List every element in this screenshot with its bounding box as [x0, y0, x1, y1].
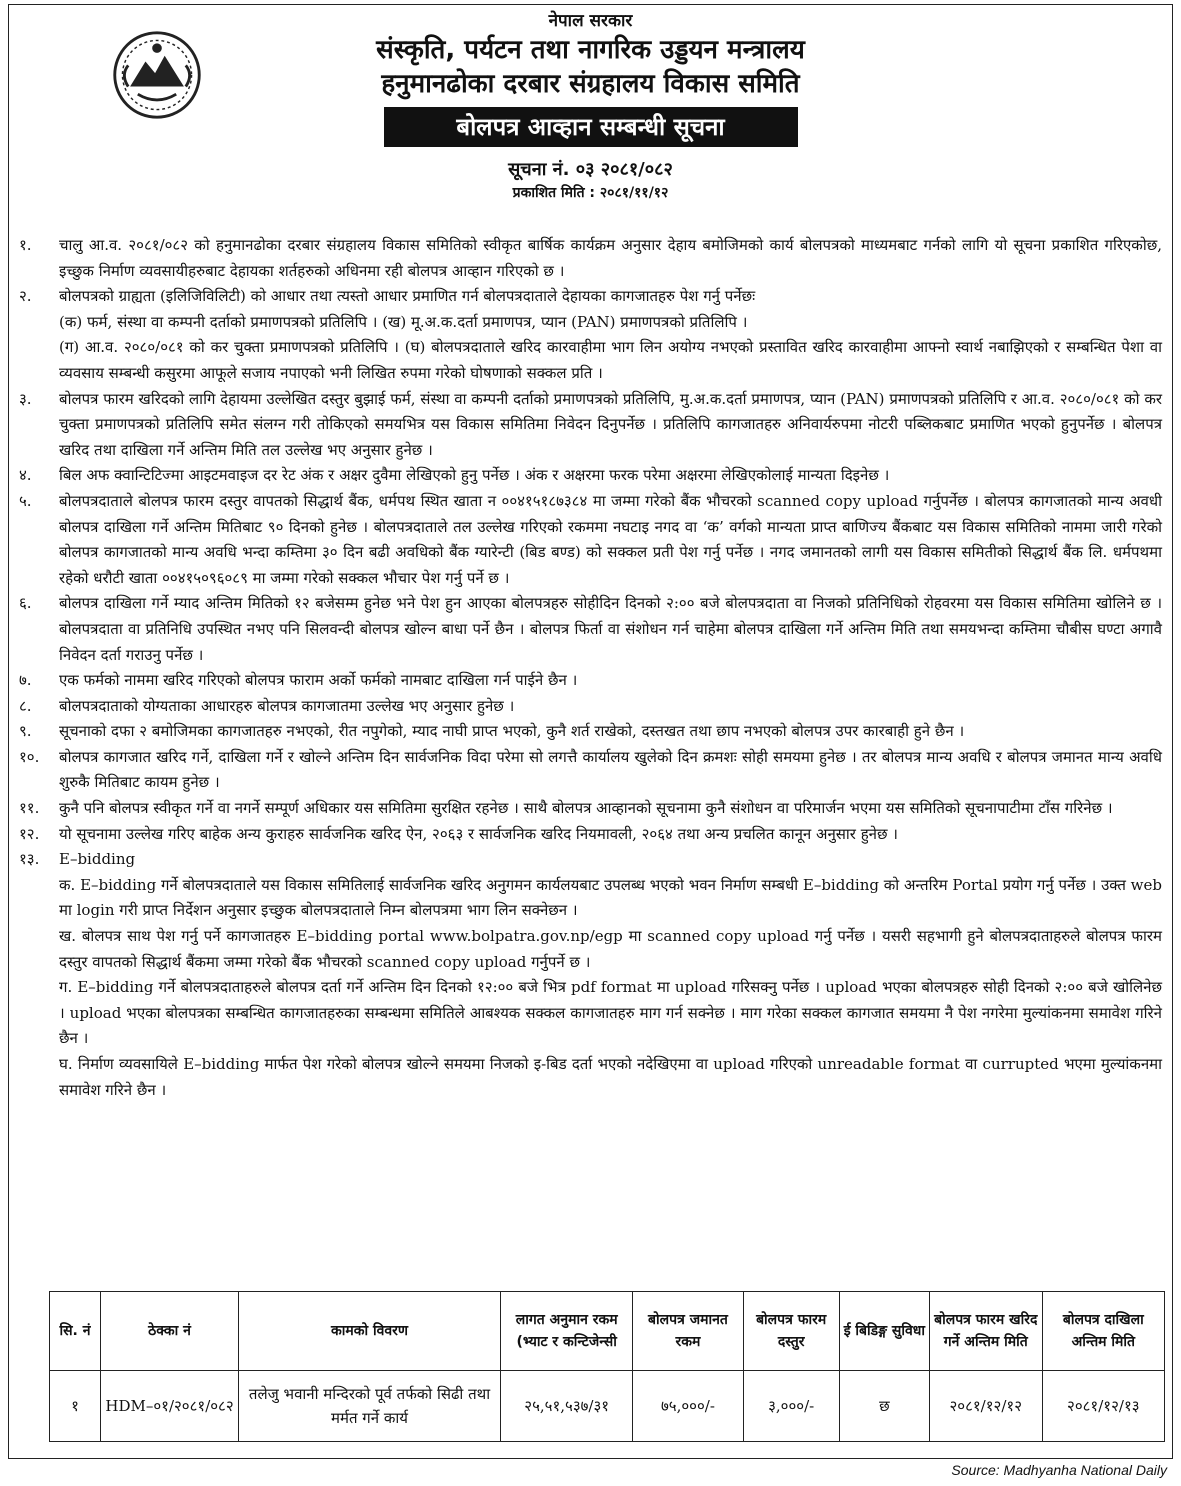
clause-text: बोलपत्र दाखिला गर्ने म्याद अन्तिम मितिको १२ बजेसम्म हुनेछ भने पेश हुन आएका बोलपत्रहरु सोहीदिन दिनको २:०० बजे बोलपत्रदाता वा निजको प्रतिनिधिको रोहवरमा यस विकास समितिमा खोलिने छ । बोलपत्रदाता वा प्रतिनिधि उपस्थित नभए पनि सिलवन्दी बोलपत्र खोल्न बाधा पर्ने छैन । बोलपत्र फिर्ता वा संशोधन गर्न चाहेमा बोलपत्र दाखिला गर्ने अन्तिम मिति तथा समयभन्दा कम्तिमा चौबीस घण्टा अगावै निवेदन दर्ता गराउनु पर्नेछ ।: [59, 594, 1162, 664]
clause-text: चालु आ.व. २०८१/०८२ को हनुमानढोका दरबार संग्रहालय विकास समितिको स्वीकृत बार्षिक कार्यक्रम अनुसार देहाय बमोजिमको कार्य बोलपत्रको माध्यमबाट गर्नको लागि यो सूचना प्रकाशित गरिएकोछ, इच्छुक निर्माण व्यवसायीहरुबाट देहायका शर्तहरुको अधिनमा रही बोलपत्र आव्हान गरिएको छ ।: [59, 236, 1162, 280]
clause-number: ९.: [19, 722, 32, 741]
table-cell: ३,०००/-: [743, 1371, 839, 1442]
table-cell: छ: [839, 1371, 929, 1442]
clause-subitem: ग. E–bidding गर्ने बोलपत्रदाताहरुले बोलपत्र दर्ता गर्ने अन्तिम दिन दिनको १२:०० बजे भित्र pdf format मा upload गरिसक्नु पर्नेछ । upload भएका बोलपत्रहरु सोही दिनको २:०० बजे खोलिनेछ । upload भएका बोलपत्रका सम्बन्धित कागजातहरुका सम्बन्धमा समितिले आबश्यक सक्कल कागजातहरु माग गर्न सक्नेछ । माग गरेका सक्कल कागजात समयमा नै पेश नगरेमा मुल्यांकनमा समावेश गरिने छैन ।: [59, 978, 1162, 1048]
table-cell: १: [50, 1371, 101, 1442]
table-header-cell: लागत अनुमान रकम (भ्याट र कन्टिजेन्सी: [500, 1292, 632, 1371]
ministry-name: संस्कृति, पर्यटन तथा नागरिक उड्डयन मन्त्रालय: [376, 35, 805, 65]
clause-number: ६.: [19, 594, 32, 613]
clause-number: ११.: [19, 799, 40, 818]
clause-item: [19, 745, 1162, 796]
government-name: नेपाल सरकार: [548, 11, 633, 31]
table-header-cell: बोलपत्र जमानत रकम: [633, 1292, 743, 1371]
clause-number: ४.: [19, 466, 32, 485]
clause-item: [19, 796, 1162, 822]
tender-table: [49, 1291, 1165, 1442]
notice-header: [9, 9, 1172, 203]
notice-number: सूचना नं. ०३ २०८१/०८२: [508, 159, 673, 180]
clause-text: कुनै पनि बोलपत्र स्वीकृत गर्ने वा नगर्ने सम्पूर्ण अधिकार यस समितिमा सुरक्षित रहनेछ । साथै बोलपत्र आव्हानको सूचनामा कुनै संशोधन वा परिमार्जन भएमा यस समितिको सूचनापाटीमा टाँस गरिनेछ ।: [59, 799, 1113, 818]
table-header-row: [50, 1292, 1165, 1371]
clause-number: १.: [19, 236, 32, 254]
table-header-cell: बोलपत्र फारम खरिद गर्ने अन्तिम मिति: [929, 1292, 1042, 1371]
clause-item: [19, 489, 1162, 591]
clause-subitem: ख. बोलपत्र साथ पेश गर्नु पर्ने कागजातहरु E–bidding portal www.bolpatra.gov.np/egp मा scanned copy upload गर्नु पर्नेछ । यसरी सहभागी हुने बोलपत्रदाताहरुले बोलपत्र फारम दस्तुर वापतको सिद्धार्थ बैंकमा जम्मा गरेको बैंक भौचरको scanned copy upload गर्नुपर्ने छ ।: [59, 927, 1162, 971]
committee-name: हनुमानढोका दरबार संग्रहालय विकास समिति: [381, 69, 800, 99]
clause-text: बोलपत्र कागजात खरिद गर्ने, दाखिला गर्ने र खोल्ने अन्तिम दिन सार्वजनिक विदा परेमा सो लगत्तै कार्यालय खुलेको दिन क्रमशः सोही समयमा हुनेछ । तर बोलपत्र मान्य अवधि र बोलपत्र जमानत मान्य अवधि शुरुकै मितिबाट कायम हुनेछ ।: [59, 747, 1162, 792]
clause-item: [19, 847, 1162, 1103]
clause-item: [19, 668, 1162, 694]
clause-text: सूचनाको दफा २ बमोजिमका कागजातहरु नभएको, रीत नपुगेको, म्याद नाघी प्राप्त भएको, कुनै शर्त राखेको, दस्तखत तथा छाप नभएको बोलपत्र उपर कारबाही हुने छैन ।: [59, 722, 965, 741]
table-header-cell: ठेक्का नं: [101, 1292, 239, 1371]
source-credit: Source: Madhyanha National Daily: [951, 1462, 1167, 1478]
clause-subitem: घ. निर्माण व्यवसायिले E–bidding मार्फत पेश गरेको बोलपत्र खोल्ने समयमा निजको इ-बिड दर्ता भएको नदेखिएमा वा upload गरिएको unreadable format वा currupted भएमा मुल्यांकनमा समावेश गरिने छैन ।: [59, 1055, 1162, 1099]
clause-item: [19, 591, 1162, 668]
clause-number: ७.: [19, 671, 32, 690]
clause-number: १३.: [19, 850, 40, 869]
clause-item: [19, 822, 1162, 848]
clause-text: बोलपत्रको ग्राह्यता (इलिजिविलिटी) को आधार तथा त्यस्तो आधार प्रमाणित गर्न बोलपत्रदाताले देहायका कागजातहरु पेश गर्नु पर्नेछः: [59, 287, 756, 306]
clause-item: [19, 719, 1162, 745]
clause-number: ८.: [19, 696, 32, 715]
table-cell: तलेजु भवानी मन्दिरको पूर्व तर्फको सिढी तथा मर्मत गर्ने कार्य: [239, 1371, 501, 1442]
clause-text: बोलपत्रदाताको योग्यताका आधारहरु बोलपत्र कागजातमा उल्लेख भए अनुसार हुनेछ ।: [59, 696, 515, 715]
clause-item: [19, 463, 1162, 489]
table-header-cell: बोलपत्र दाखिला अन्तिम मिति: [1042, 1292, 1164, 1371]
clause-text: E–bidding: [59, 850, 136, 869]
table-header-cell: ई बिडिङ्ग सुविधा: [839, 1292, 929, 1371]
notice-clauses: [19, 233, 1162, 1103]
table-cell: २०८१/१२/१३: [1042, 1371, 1164, 1442]
notice-page: [8, 4, 1173, 1459]
table-cell: २५,५१,५३७/३१: [500, 1371, 632, 1442]
clause-number: ३.: [19, 389, 32, 408]
clause-item: [19, 233, 1162, 284]
clause-subitem: क. E–bidding गर्ने बोलपत्रदाताले यस विकास समितिलाई सार्वजनिक खरिद अनुगमन कार्यलयबाट उपलब्ध भएको भवन निर्माण सम्बधी E–bidding को अन्तरिम Portal प्रयोग गर्नु पर्नेछ । उक्त web मा login गरी प्राप्त निर्देशन अनुसार इच्छुक बोलपत्रदाताले निम्न बोलपत्रमा भाग लिन सक्नेछन ।: [59, 875, 1162, 920]
clause-subitem: (क) फर्म, संस्था वा कम्पनी दर्ताको प्रमाणपत्रको प्रतिलिपि । (ख) मू.अ.क.दर्ता प्रमाणपत्र, प्यान (PAN) प्रमाणपत्रको प्रतिलिपि ।: [59, 312, 748, 331]
table-cell: २०८१/१२/१२: [929, 1371, 1042, 1442]
table-cell: ७५,०००/-: [633, 1371, 743, 1442]
table-header-cell: बोलपत्र फारम दस्तुर: [743, 1292, 839, 1371]
clause-text: बोलपत्रदाताले बोलपत्र फारम दस्तुर वापतको सिद्धार्थ बैंक, धर्मपथ स्थित खाता न ००४१५१८७३८४ मा जम्मा गरेको बैंक भौचरको scanned copy upload गर्नुपर्नेछ । बोलपत्र कागजातको मान्य अवधी बोलपत्र दाखिला गर्ने अन्तिम मितिबाट ९० दिनको हुनेछ । बोलपत्रदाताले तल उल्लेख गरिएको रकममा नघटाइ नगद वा ‘क’ वर्गको मान्यता प्राप्त बाणिज्य बैंकबाट यस विकास समितिको नाममा जारी गरेको बोलपत्र कागजातको मान्य अवधि भन्दा कम्तिमा ३० दिन बढी अवधिको बैंक ग्यारेन्टी (बिड बण्ड) को सक्कल प्रती पेश गर्नु पर्नेछ । नगद जमानतको लागी यस विकास समितीको सिद्धार्थ बैंक लि. धर्मपथमा रहेको धरौटी खाता ००४१५०९६०८९ मा जम्मा गरेको सक्कल भौचार पेश गर्नु पर्ने छ ।: [59, 491, 1162, 587]
clause-item: [19, 387, 1162, 464]
table-header-cell: कामको विवरण: [239, 1292, 501, 1371]
clause-text: बिल अफ क्वान्टिटिज्मा आइटमवाइज दर रेट अंक र अक्षर दुवैमा लेखिएको हुनु पर्नेछ । अंक र अक्षरमा फरक परेमा अक्षरमा लेखिएकोलाई मान्यता दिइनेछ ।: [59, 466, 890, 485]
clause-text: एक फर्मको नाममा खरिद गरिएको बोलपत्र फाराम अर्को फर्मको नामबाट दाखिला गर्न पाईने छैन ।: [59, 671, 578, 690]
table-cell: HDM–०१/२०८१/०८२: [101, 1371, 239, 1442]
clause-item: [19, 694, 1162, 720]
clause-subitem: (ग) आ.व. २०८०/०८१ को कर चुक्ता प्रमाणपत्रको प्रतिलिपि । (घ) बोलपत्रदाताले खरिद कारवाहीमा भाग लिन अयोग्य नभएको प्रस्तावित खरिद कारवाहीमा आफ्नो स्वार्थ नबाझिएको र सम्बन्धित पेशा वा व्यवसाय सम्बन्धी कसुरमा आफूले सजाय नपाएको भनी लिखित रुपमा गरेको घोषणाको सक्कल प्रति ।: [59, 338, 1162, 382]
clause-number: १०.: [19, 747, 40, 766]
clause-number: १२.: [19, 824, 40, 843]
notice-title-banner: बोलपत्र आव्हान सम्बन्धी सूचना: [384, 107, 798, 147]
table-row: [50, 1371, 1165, 1442]
clause-number: ५.: [19, 491, 32, 510]
clause-number: २.: [19, 287, 32, 306]
published-date: प्रकाशित मिति : २०८१/११/१२: [512, 185, 669, 201]
clause-text: यो सूचनामा उल्लेख गरिए बाहेक अन्य कुराहरु सार्वजनिक खरिद ऐन, २०६३ र सार्वजनिक खरिद नियमावली, २०६४ तथा अन्य प्रचलित कानून अनुसार हुनेछ ।: [59, 824, 898, 843]
table-header-cell: सि. नं: [50, 1292, 101, 1371]
clause-item: [19, 284, 1162, 386]
clause-text: बोलपत्र फारम खरिदको लागि देहायमा उल्लेखित दस्तुर बुझाई फर्म, संस्था वा कम्पनी दर्ताको प्रमाणपत्रको प्रतिलिपि, मु.अ.क.दर्ता प्रमाणपत्र, प्यान (PAN) प्रमाणपत्रको प्रतिलिपि र आ.व. २०८०/०८१ को कर चुक्ता प्रमाणपत्रको प्रतिलिपि समेत संलग्न गरी तोकिएको समयभित्र यस विकास समितिमा निवेदन दिनुपर्नेछ । प्रतिलिपि कागजातहरु अनिवार्यरुपमा नोटरी पब्लिकबाट प्रमाणित भएको हुनुपर्नेछ । बोलपत्र खरिद तथा दाखिला गर्ने अन्तिम मिति तल उल्लेख भए अनुसार हुनेछ ।: [59, 389, 1162, 459]
